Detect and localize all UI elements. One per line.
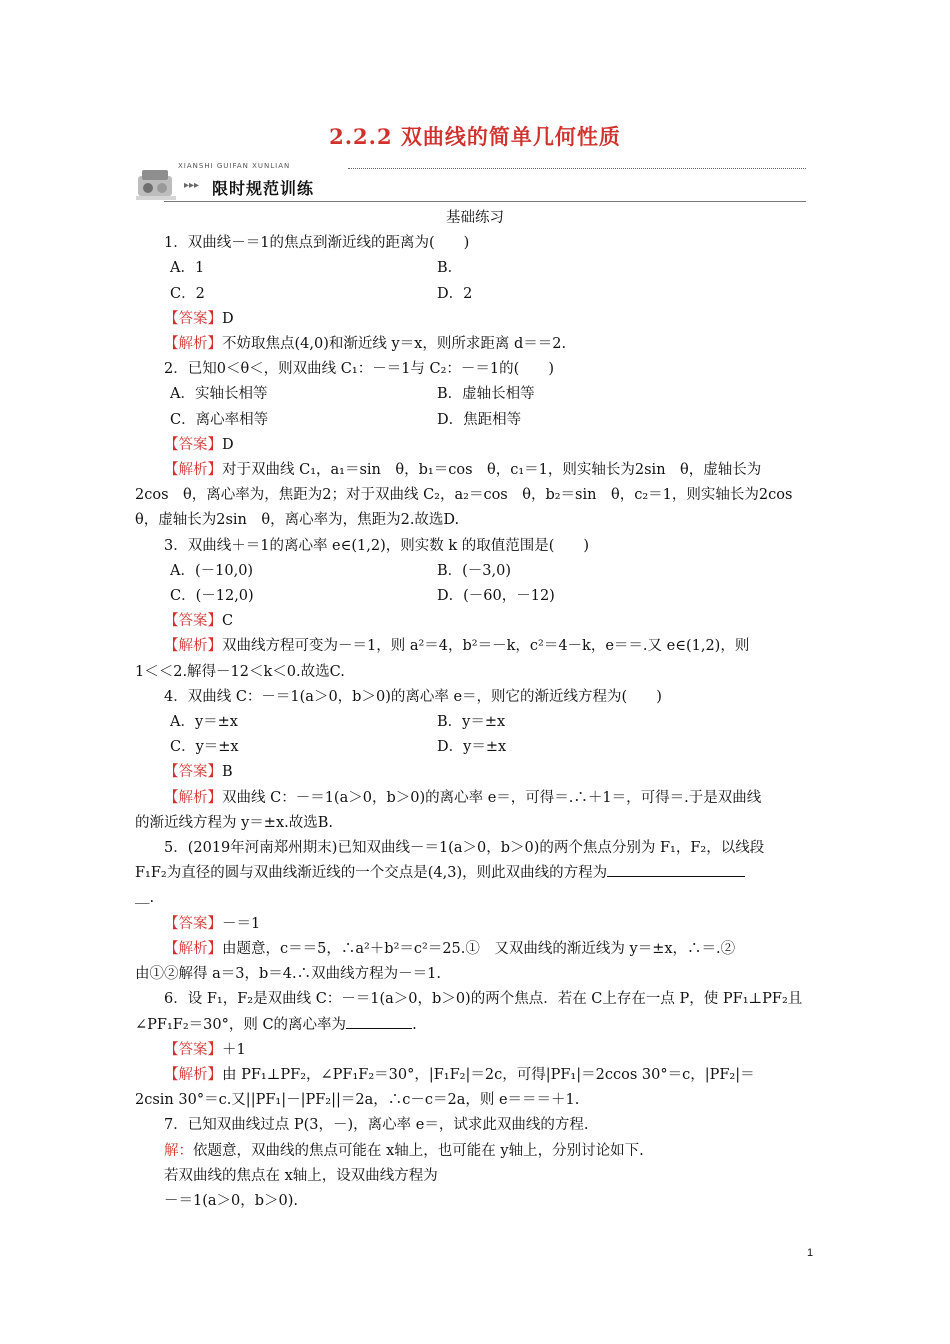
solution-tag: 解：	[164, 1142, 193, 1159]
option-c: C．离心率相等	[170, 411, 269, 428]
fill-blank	[346, 1014, 412, 1029]
explanation-tag: 【解析】	[164, 789, 222, 806]
explanation-text: 的渐近线方程为 y＝±x.故选B.	[135, 814, 334, 831]
option-b: B．虚轴长相等	[437, 386, 535, 403]
question-6-stem: 6．设 F₁，F₂是双曲线 C：－＝1(a＞0，b＞0)的两个焦点．若在 C上存在一点 P，使 PF₁⊥PF₂且	[164, 991, 803, 1008]
book-icon	[134, 158, 180, 204]
question-4-stem: 4．双曲线 C：－＝1(a＞0，b＞0)的离心率 e＝，则它的渐近线方程为( )	[164, 688, 662, 705]
exercise-body	[135, 206, 815, 1214]
explanation-tag: 【解析】	[164, 940, 222, 957]
option-d: D．y＝±x	[437, 739, 507, 756]
explanation-text: 由①②解得 a＝3，b＝4.∴双曲线方程为－＝1.	[135, 966, 441, 983]
banner-underline	[164, 201, 806, 202]
option-c: C．(－12,0)	[170, 588, 254, 605]
explanation-text: 由 PF₁⊥PF₂，∠PF₁F₂＝30°，|F₁F₂|＝2c，可得|PF₁|＝2ccos 30°＝c，|PF₂|＝	[222, 1066, 755, 1083]
explanation-text: 1＜＜2.解得－12＜k＜0.故选C.	[135, 663, 345, 680]
option-a: A．实轴长相等	[170, 386, 268, 403]
option-a: A．1	[170, 260, 205, 277]
answer-value: D	[222, 436, 234, 453]
question-3-options-row	[135, 584, 815, 609]
question-4-options-row	[135, 710, 815, 735]
solution-text: 若双曲线的焦点在 x轴上，设双曲线方程为	[164, 1167, 438, 1184]
option-c: C．y＝±x	[170, 739, 239, 756]
explanation-line	[135, 458, 815, 483]
explanation-tag: 【解析】	[164, 1066, 222, 1083]
page-number: 1	[807, 1247, 814, 1259]
explanation-text: 对于双曲线 C₁，a₁＝sin θ，b₁＝cos θ，c₁＝1，则实轴长为2sin θ，虚轴长为	[222, 462, 762, 479]
answer-line	[135, 307, 815, 332]
question-3-stem: 3．双曲线＋＝1的离心率 e∈(1,2)，则实数 k 的取值范围是( )	[164, 537, 590, 554]
option-d: D．焦距相等	[437, 411, 522, 428]
answer-line	[135, 1038, 815, 1063]
answer-value: ＋1	[222, 1041, 246, 1058]
question-5-stem-cont	[135, 861, 815, 886]
question-2-options-row	[135, 408, 815, 433]
explanation-text: 不妨取焦点(4,0)和渐近线 y＝x，则所求距离 d＝＝2.	[222, 336, 567, 353]
banner-label: 限时规范训练	[212, 179, 315, 198]
banner-divider	[348, 168, 806, 169]
answer-tag: 【答案】	[164, 764, 222, 781]
answer-line	[135, 912, 815, 937]
explanation-line	[135, 634, 815, 659]
fill-blank	[607, 862, 745, 877]
question-7-stem: 7．已知双曲线过点 P(3，－)，离心率 e＝，试求此双曲线的方程.	[164, 1117, 589, 1134]
answer-tag: 【答案】	[164, 1041, 222, 1058]
answer-value: C	[222, 613, 234, 630]
section-heading: 基础练习	[446, 210, 504, 226]
explanation-line	[135, 332, 815, 357]
question-1-options-row	[135, 256, 815, 281]
explanation-tag: 【解析】	[164, 336, 222, 353]
option-b: B．(－3,0)	[437, 562, 512, 579]
answer-line	[135, 609, 815, 634]
answer-tag: 【答案】	[164, 613, 222, 630]
answer-tag: 【答案】	[164, 310, 222, 327]
section-banner	[134, 158, 806, 204]
answer-line	[135, 433, 815, 458]
question-5-stem: 5．(2019年河南郑州期末)已知双曲线－＝1(a＞0，b＞0)的两个焦点分别为 F₁，F₂，以线段	[164, 840, 765, 857]
page-title: 2.2.2 双曲线的简单几何性质	[329, 124, 621, 149]
question-5-stem-end: ＿.	[135, 890, 155, 907]
question-1-options-row	[135, 282, 815, 307]
explanation-text: θ，虚轴长为2sin θ，离心率为，焦距为2.故选D.	[135, 512, 460, 529]
answer-tag: 【答案】	[164, 436, 222, 453]
banner-pinyin: XIANSHI GUIFAN XUNLIAN	[178, 162, 291, 170]
solution-line	[135, 1139, 815, 1164]
question-2-options-row	[135, 382, 815, 407]
question-3-options-row	[135, 559, 815, 584]
explanation-text: 双曲线方程可变为－＝1，则 a²＝4，b²＝－k，c²＝4－k，e＝＝.又 e∈(1,2)，则	[222, 638, 750, 655]
question-1-stem: 1．双曲线－＝1的焦点到渐近线的距离为( )	[164, 235, 470, 252]
solution-text: 依题意，双曲线的焦点可能在 x轴上，也可能在 y轴上，分别讨论如下.	[193, 1142, 644, 1159]
question-2-stem: 2．已知0＜θ＜，则双曲线 C₁：－＝1与 C₂：－＝1的( )	[164, 361, 554, 378]
answer-line	[135, 760, 815, 785]
option-a: A．(－10,0)	[170, 562, 254, 579]
option-a: A．y＝±x	[170, 714, 238, 731]
arrow-icon: ▸▸▸	[184, 180, 200, 191]
answer-tag: 【答案】	[164, 915, 222, 932]
solution-text: －＝1(a＞0，b＞0).	[164, 1192, 299, 1209]
option-c: C．2	[170, 285, 205, 302]
question-6-stem-cont	[135, 1013, 815, 1038]
explanation-text: 双曲线 C：－＝1(a＞0，b＞0)的离心率 e＝，可得＝.∴＋1＝，可得＝.于是双曲线	[222, 789, 762, 806]
explanation-tag: 【解析】	[164, 462, 222, 479]
option-d: D．(－60，－12)	[437, 588, 555, 605]
explanation-text: 2cos θ，离心率为，焦距为2；对于双曲线 C₂，a₂＝cos θ，b₂＝sin θ，c₂＝1，则实轴长为2cos	[135, 487, 793, 504]
option-b: B．y＝±x	[437, 714, 506, 731]
answer-value: －＝1	[222, 915, 261, 932]
stem-text: .	[412, 1016, 417, 1033]
explanation-line	[135, 1063, 815, 1088]
explanation-text: 由题意，c＝＝5，∴a²＋b²＝c²＝25.① 又双曲线的渐近线为 y＝±x，∴＝.②	[222, 940, 736, 957]
explanation-line	[135, 937, 815, 962]
answer-value: B	[222, 764, 233, 781]
explanation-line	[135, 786, 815, 811]
explanation-text: 2csin 30°＝c.又||PF₁|－|PF₂||＝2a，∴c－c＝2a，则 e＝＝＝＋1.	[135, 1092, 580, 1109]
option-b: B．	[437, 260, 463, 277]
answer-value: D	[222, 310, 234, 327]
option-d: D．2	[437, 285, 473, 302]
stem-text: F₁F₂为直径的圆与双曲线渐近线的一个交点是(4,3)，则此双曲线的方程为	[135, 865, 608, 882]
explanation-tag: 【解析】	[164, 638, 222, 655]
stem-text: ∠PF₁F₂＝30°，则 C的离心率为	[135, 1016, 347, 1033]
question-4-options-row	[135, 735, 815, 760]
